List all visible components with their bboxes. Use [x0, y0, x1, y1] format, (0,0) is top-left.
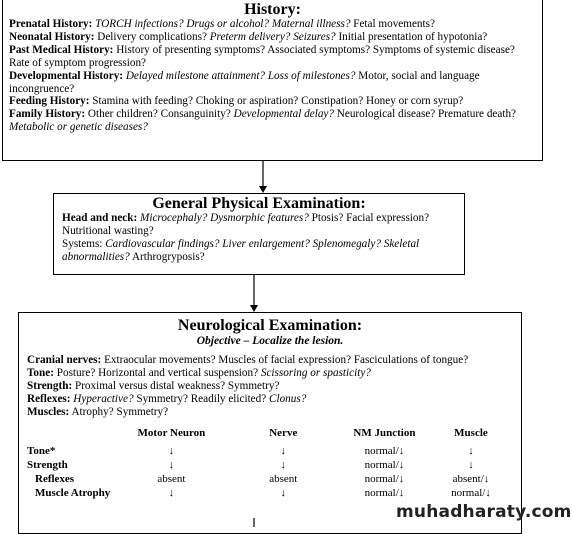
- table-row: Strength ↓ ↓ normal/↓ ↓: [27, 458, 474, 471]
- watermark: muhadharaty.com: [396, 502, 572, 522]
- developmental-history: Developmental History: Delayed milestone attainment? Loss of milestones? Motor, social and language incongruence?: [9, 69, 480, 95]
- col-motor-neuron: Motor Neuron: [137, 426, 206, 439]
- history-title: History:: [244, 1, 301, 18]
- neonatal-history: Neonatal History: Delivery complications? Preterm delivery? Seizures? Initial presentation of hypotonia?: [9, 30, 488, 43]
- arrow-down-icon: [247, 518, 261, 527]
- localization-table: [27, 426, 513, 500]
- past-medical-history: Past Medical History: History of presenting symptoms? Associated symptoms? Symptoms of systemic disease? Rate of symptom progression?: [9, 43, 515, 69]
- col-nm-junction: NM Junction: [353, 426, 416, 439]
- systems: Systems: Cardiovascular findings? Liver enlargement? Splenomegaly? Skeletal abnormalities? Arthrogryposis?: [62, 237, 420, 263]
- head-and-neck: Head and neck: Microcephaly? Dysmorphic features? Ptosis? Facial expression? Nutritional wasting?: [62, 212, 430, 237]
- table-row: Reflexes absent absent normal/↓ absent/↓: [35, 472, 490, 485]
- neuro-exam-title: Neurological Examination:: [177, 317, 363, 334]
- cranial-nerves: Cranial nerves: Extraocular movements? Muscles of facial expression? Fasciculations of tongue?: [27, 354, 469, 366]
- table-row: Muscle Atrophy ↓ ↓ normal/↓ normal/↓: [35, 486, 491, 499]
- prenatal-history: Prenatal History: TORCH infections? Drugs or alcohol? Maternal illness? Fetal movements?: [9, 18, 435, 30]
- col-muscle: Muscle: [454, 426, 488, 439]
- table-row: Tone* ↓ ↓ normal/↓ ↓: [27, 444, 474, 457]
- muscles: Muscles: Atrophy? Symmetry?: [27, 405, 169, 418]
- prenatal-item-1: TORCH infections?: [95, 18, 184, 30]
- neuro-exam-box: [18, 312, 522, 534]
- strength: Strength: Proximal versus distal weakness? Symmetry?: [27, 379, 280, 392]
- general-exam-box: [53, 193, 465, 275]
- table-header-row: [27, 426, 513, 440]
- arrow-down-icon: [256, 161, 270, 194]
- family-history: Family History: Other children? Consanguinity? Developmental delay? Neurological disease? Premature death? Metabolic or genetic diseases?: [9, 108, 517, 134]
- prenatal-item-2: Drugs or alcohol?: [186, 18, 270, 30]
- feeding-history: Feeding History: Stamina with feeding? Choking or aspiration? Constipation? Honey or corn syrup?: [9, 95, 464, 108]
- general-exam-title: General Physical Examination:: [152, 195, 366, 212]
- history-box: [2, 0, 543, 161]
- tone: Tone: Posture? Horizontal and vertical suspension? Scissoring or spasticity?: [27, 366, 371, 379]
- col-nerve: Nerve: [269, 426, 298, 439]
- neuro-exam-subtitle: Objective – Localize the lesion.: [196, 335, 344, 347]
- reflexes: Reflexes: Hyperactive? Symmetry? Readily elicited? Clonus?: [27, 392, 307, 405]
- arrow-down-icon: [247, 275, 261, 313]
- prenatal-item-3: Maternal illness?: [271, 18, 351, 30]
